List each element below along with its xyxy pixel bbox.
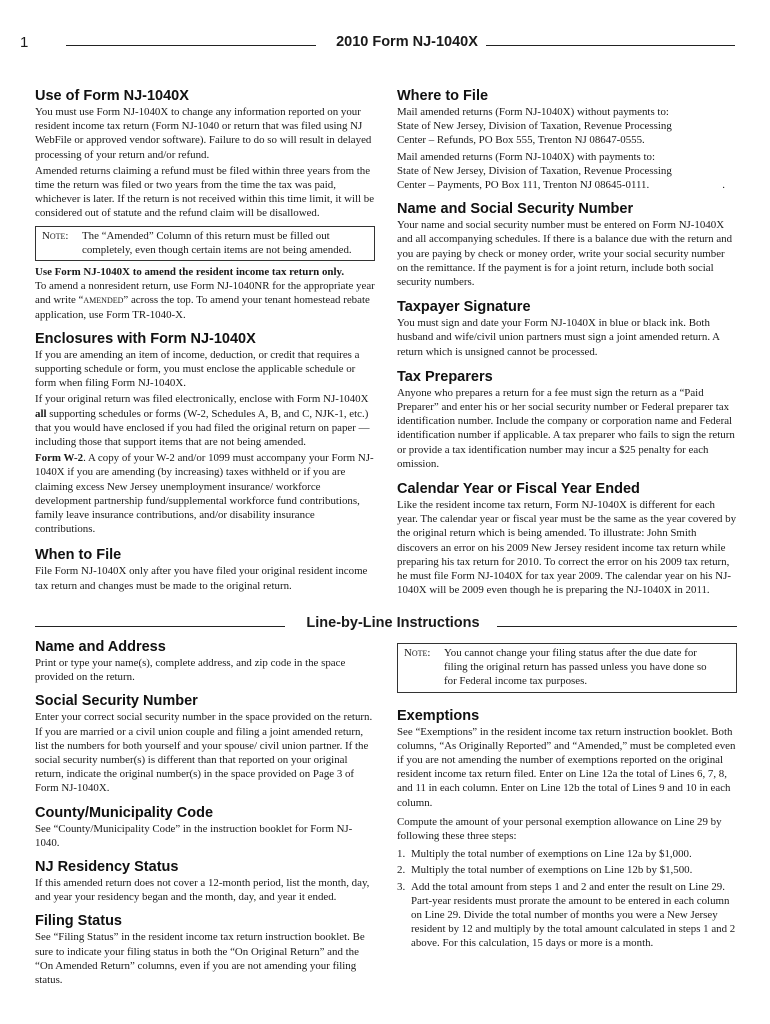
address-line: State of New Jersey, Division of Taxation, Revenue Processing (397, 120, 672, 133)
paragraph: Anyone who prepares a return for a fee must sign the return as a “Paid Preparer” and enter his or her social security number or Federal preparer tax identification number. Include the company or corporation name and Federal identification number if applicable. A tax preparer who fails to sign the return or provide a tax identification number may incur a $25 penalty for each omission. (397, 386, 735, 470)
paragraph (35, 392, 375, 449)
tax-preparers-section (397, 368, 737, 471)
note-box (397, 643, 737, 693)
residency-section (35, 858, 375, 904)
use-of-form-section (35, 87, 375, 322)
paragraph: If this amended return does not cover a 12-month period, list the month, day, and year your residency began and the month, day, and year it ended. (35, 877, 370, 904)
paragraph: See “Filing Status” in the resident income tax return instruction booklet. Be sure to indicate your filing status in both the “On Original Return” and the “On Amended Return” columns, even if you are not amending your filing status. (35, 931, 365, 987)
name-address-section (35, 638, 375, 684)
county-section (35, 804, 375, 850)
section-heading: County/Municipality Code (35, 804, 214, 821)
step-text: Multiply the total number of exemptions on Line 12b by $1,500. (411, 864, 693, 877)
section-heading: Name and Social Security Number (397, 201, 634, 218)
paragraph: Your name and social security number must be entered on Form NJ-1040X and all accompanying schedules. If there is a balance due with the return and you are paying by check or money order, write your social security number on the remittance. If the payment is for a joint return, include both social security numbers. (397, 219, 733, 289)
page-header (20, 34, 734, 56)
paragraph: Enter your correct social security number in the space provided on the return. If you are married or a civil union couple and filing a joint amended return, list the numbers for both yourself and your spouse/ civil union partner. If the social security number(s) is different than that reported on your original return, indicate the original number(s) in the space provided on Page 3 of Form NJ-1040X. (35, 711, 373, 795)
address-line (397, 178, 737, 192)
paragraph: If you are amending an item of income, deduction, or credit that requires a supporting schedule or form, you must enclose the applicable schedule or form when filing Form NJ-1040X. (35, 348, 360, 390)
bold-instruction: Use Form NJ-1040X to amend the resident income tax return only. (35, 266, 345, 279)
text-run: Form W-2 (35, 452, 84, 465)
list-item (397, 863, 737, 877)
page-title: 2010 Form NJ-1040X (336, 34, 478, 50)
paragraph: See “Exemptions” in the resident income tax return instruction booklet. Both columns, “As Originally Reported” and “Amended,” must be completed even if you are not amending the number of exemptions reported on the original resident income tax return filed. Enter on Line 12a the total of Lines 6, 7, 8, and 11 in each column. Enter on Line 12b the total of Lines 9 and 10 in each column. (397, 725, 736, 809)
section-heading: Tax Preparers (397, 368, 493, 385)
section-title: Line-by-Line Instructions (306, 615, 480, 631)
line-by-line-title-bar (35, 615, 737, 635)
section-heading: Taxpayer Signature (397, 299, 531, 316)
text-run: To amend a nonresident return, use Form NJ-1040NR for the appropriate year and write “ (35, 280, 375, 307)
page-number: 1 (20, 34, 29, 51)
section-heading: Exemptions (397, 707, 480, 724)
paragraph: You must use Form NJ-1040X to change any information reported on your resident income tax return (Form NJ-1040 or return that was filed using NJ WebFile or approved vendor software). Failure to do so will result in delayed processing of your return and/or refund. (35, 106, 372, 161)
name-ssn-section (397, 200, 737, 289)
section-heading: Enclosures with Form NJ-1040X (35, 330, 256, 347)
taxpayer-signature-section (397, 298, 737, 359)
paragraph: File Form NJ-1040X only after you have filed your original resident income tax return and changes must be made to the original return. (35, 565, 368, 592)
note-text: You cannot change your filing status after the due date for (444, 647, 697, 659)
text-run: If your original return was filed electronically, enclose with Form NJ-1040X (35, 393, 369, 406)
address-line: Mail amended returns (Form NJ-1040X) without payments to: (397, 106, 669, 118)
address-line: State of New Jersey, Division of Taxation, Revenue Processing (397, 164, 672, 177)
header-rule-right (486, 45, 735, 46)
left-column-top (35, 87, 375, 593)
section-heading: Where to File (397, 88, 489, 104)
paragraph: Amended returns claiming a refund must be filed within three years from the time the return was filed or two years from the time the tax was paid, whichever is later. If the return is not received within this time limit, it will be considered out of statute and the refund claim will be disallowed. (35, 164, 375, 220)
right-column-bottom (397, 643, 737, 953)
left-column-bottom (35, 638, 375, 987)
paragraph (35, 279, 375, 322)
text-run: supporting schedules or forms (W-2, Schedules A, B, and C, NJK-1, etc.) that you would have enclosed if you had filed the original return on paper — including those that support items that are not being amended. (35, 407, 370, 449)
section-heading: Filing Status (35, 913, 122, 930)
address-line: Center – Refunds, PO Box 555, Trenton NJ 08647-0555. (397, 134, 645, 147)
ssn-section (35, 692, 375, 795)
step-number: 3. (397, 880, 406, 893)
where-to-file-section (397, 87, 737, 192)
paragraph: See “County/Municipality Code” in the instruction booklet for Form NJ-1040. (35, 822, 353, 849)
calendar-year-section (397, 480, 737, 597)
right-column-top (397, 87, 737, 597)
paragraph: Print or type your name(s), complete address, and zip code in the space provided on the return. (35, 657, 346, 684)
title-rule-right (497, 626, 737, 627)
section-heading: When to File (35, 547, 122, 564)
header-rule-left (66, 45, 316, 46)
enclosures-section (35, 330, 375, 537)
step-number: 1. (397, 848, 406, 861)
step-number: 2. (397, 864, 406, 877)
text-run: ” across the top. To amend your tenant homestead rebate application, use Form TR-1040-X. (35, 294, 370, 321)
section-heading: NJ Residency Status (35, 859, 179, 876)
step-text: Add the total amount from steps 1 and 2 and enter the result on Line 29. Part-year residents must prorate the amount to be entered in each column on Line 29. Divide the total number of months you were a New Jersey resident by 12 and multiply by the total amount calculated in steps 1 and 2 above. For this calculation, 15 days or more is a month. (411, 880, 736, 950)
text-run: amended (83, 294, 124, 307)
text-run: all (35, 407, 47, 420)
text-run: . (722, 179, 725, 192)
when-to-file-section (35, 546, 375, 592)
paragraph: Compute the amount of your personal exemption allowance on Line 29 by following these three steps: (397, 815, 722, 843)
note-label: Note: (404, 647, 431, 659)
note-box (35, 226, 375, 261)
steps-list (397, 847, 737, 950)
section-heading: Use of Form NJ-1040X (35, 88, 189, 104)
list-item (397, 880, 737, 951)
address-line: Mail amended returns (Form NJ-1040X) with payments to: (397, 150, 656, 163)
note-text: for Federal income tax purposes. (444, 675, 588, 688)
note-text: filing the original return has passed unless you have done so (444, 661, 707, 674)
text-run: Center – Payments, PO Box 111, Trenton NJ 08645-0111. (397, 179, 650, 192)
section-heading: Social Security Number (35, 693, 198, 710)
note-label: Note: (42, 229, 69, 242)
title-rule-left (35, 626, 285, 627)
paragraph (35, 451, 375, 536)
filing-status-section (35, 912, 375, 987)
section-heading: Name and Address (35, 639, 166, 655)
section-heading: Calendar Year or Fiscal Year Ended (397, 481, 640, 498)
paragraph: Like the resident income tax return, Form NJ-1040X is different for each year. The calendar year or fiscal year must be the same as the year covered by the original return which is being amended. To illustrate: John Smith discovers an error on his 2009 New Jersey resident income tax return while preparing his tax return for 2010. To correct the error on his 2009 tax return, he must file Form NJ-1040X for tax year 2009. The calendar year on his NJ-1040X will be 2009 even though he is preparing the NJ-1040X in 2011. (397, 499, 737, 597)
paragraph: You must sign and date your Form NJ-1040X in blue or black ink. Both husband and wife/civil union partners must sign a joint amended return. A return which is unsigned cannot be processed. (397, 317, 720, 358)
note-text: completely, even though certain items are not being amended. (82, 243, 352, 256)
list-item (397, 847, 737, 861)
note-text: The “Amended” Column of this return must be filled out (82, 229, 330, 242)
text-run: . A copy of your W-2 and/or 1099 must accompany your Form NJ-1040X if you are amending (by increasing) taxes withheld or if you are claiming excess New Jersey unemployment insurance/ workforce development partnership fund/supplemental workforce fund contributions, family leave insurance contributions, and/or disability insurance contributions. (35, 452, 374, 536)
step-text: Multiply the total number of exemptions on Line 12a by $1,000. (411, 848, 692, 861)
exemptions-section (397, 707, 737, 951)
